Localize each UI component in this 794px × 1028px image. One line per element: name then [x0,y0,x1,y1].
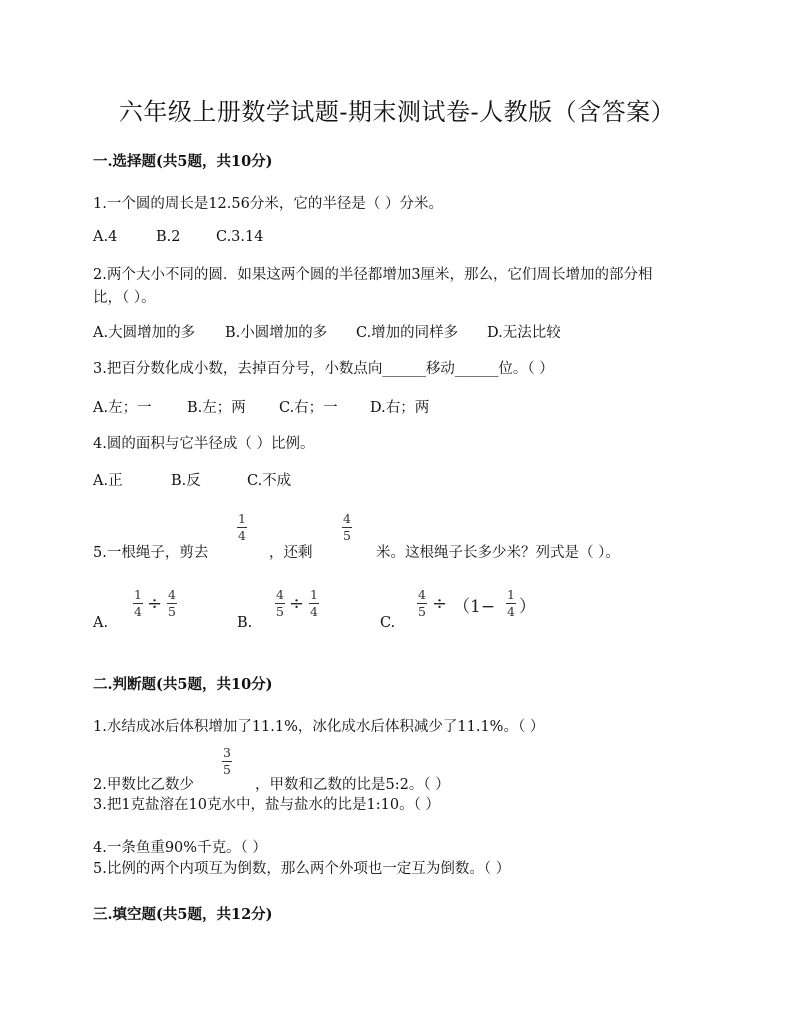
option-a: A.正 [93,473,123,489]
fraction [237,512,247,542]
fraction-numerator: 1 [310,587,318,602]
option-b: B.2 [156,229,181,245]
fraction [309,588,319,618]
fraction-numerator: 1 [134,587,142,602]
option-a: A.大圆增加的多 [93,325,196,341]
option-d: D.右；两 [370,400,430,416]
question-1-3: 3.把百分数化成小数，去掉百分号，小数点向______移动______位。（ ） [93,361,554,377]
section-heading-judgement: 二.判断题(共5题，共10分) [93,676,273,693]
fraction-numerator: 4 [168,587,176,602]
option-c: C.增加的同样多 [356,325,459,341]
option-b: B.反 [171,473,201,489]
fraction-numerator: 3 [223,745,231,760]
fraction [417,588,427,618]
option-b: B.小圆增加的多 [225,325,328,341]
option-b-label: B. [237,615,253,631]
fraction [275,588,285,618]
paren-open: （1− [453,597,496,617]
fraction-denominator: 5 [223,762,231,777]
fraction-denominator: 4 [507,604,515,619]
divide-sign: ÷ [432,593,448,614]
fraction [167,588,177,618]
option-d: D.无法比较 [487,325,561,341]
fraction-denominator: 5 [343,528,351,543]
fraction-numerator: 4 [418,587,426,602]
fraction-numerator: 4 [276,587,284,602]
question-2-5: 5.比例的两个内项互为倒数，那么两个外项也一定互为倒数。（ ） [93,861,511,877]
fraction-denominator: 4 [238,528,246,543]
divide-sign: ÷ [289,593,305,614]
question-1-5-part3: 米。这根绳子长多少米？列式是（ ）。 [376,545,620,561]
question-1-1: 1.一个圆的周长是12.56分米，它的半径是（ ）分米。 [93,196,443,212]
option-a-label: A. [93,615,109,631]
question-2-1: 1.水结成冰后体积增加了11.1%，冰化成水后体积减少了11.1%。（ ） [93,719,545,735]
question-1-5-part1: 5.一根绳子，剪去 [93,545,209,561]
divide-sign: ÷ [147,593,163,614]
fraction-denominator: 4 [134,604,142,619]
fraction-denominator: 5 [168,604,176,619]
fraction [506,588,516,618]
fraction-numerator: 1 [238,511,246,526]
question-1-4: 4.圆的面积与它半径成（ ）比例。 [93,436,315,452]
question-2-2-part1: 2.甲数比乙数少 [93,777,194,793]
fraction [342,512,352,542]
section-heading-fill-in: 三.填空题(共5题，共12分) [93,906,273,923]
fraction-denominator: 5 [418,604,426,619]
question-2-4: 4.一条鱼重90%千克。（ ） [93,840,267,856]
fraction-denominator: 5 [276,604,284,619]
page-title: 六年级上册数学试题-期末测试卷-人教版（含答案） [118,98,676,126]
fraction [222,746,232,776]
fraction-numerator: 1 [507,587,515,602]
question-1-2-line2: 比，（ ）。 [93,290,156,306]
section-heading-choice: 一.选择题(共5题，共10分) [93,153,273,170]
option-b: B.左；两 [187,400,246,416]
option-a: A.左；一 [93,400,152,416]
option-c-label: C. [380,615,396,631]
option-c: C.右；一 [279,400,338,416]
fraction [133,588,143,618]
question-1-5-part2: ，还剩 [269,545,313,561]
question-2-2-part2: ，甲数和乙数的比是5:2。（ ） [255,777,450,793]
question-1-2-line1: 2.两个大小不同的圆．如果这两个圆的半径都增加3厘米，那么，它们周长增加的部分相 [93,267,653,283]
fraction-numerator: 4 [343,511,351,526]
paren-close: ） [519,597,536,617]
question-2-3: 3.把1克盐溶在10克水中，盐与盐水的比是1:10。（ ） [93,797,440,813]
option-c: C.不成 [247,473,292,489]
option-a: A.4 [93,229,118,245]
fraction-denominator: 4 [310,604,318,619]
option-c: C.3.14 [216,229,264,245]
